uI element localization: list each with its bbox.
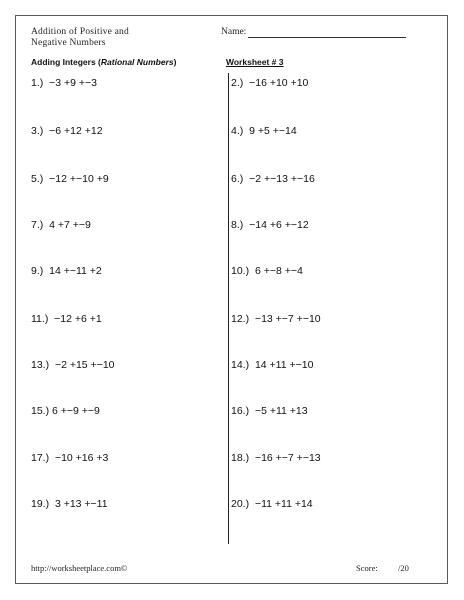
problem-item: 9.) 14 +−11 +2 xyxy=(31,265,102,277)
problem-item: 13.) −2 +15 +−10 xyxy=(31,359,115,371)
problem-item: 16.) −5 +11 +13 xyxy=(231,405,308,417)
problem-item: 5.) −12 +−10 +9 xyxy=(31,173,109,185)
section-subtitle xyxy=(31,57,176,67)
subtitle-italic: Rational Numbers xyxy=(100,57,174,67)
worksheet-number: Worksheet # 3 xyxy=(226,57,284,67)
problem-item: 14.) 14 +11 +−10 xyxy=(231,359,314,371)
problem-item: 8.) −14 +6 +−12 xyxy=(231,219,309,231)
problem-item: 3.) −6 +12 +12 xyxy=(31,125,103,137)
problem-item: 15.) 6 +−9 +−9 xyxy=(31,405,100,417)
footer-url: http://worksheetplace.com© xyxy=(31,563,128,573)
column-divider xyxy=(228,73,229,544)
problem-item: 7.) 4 +7 +−9 xyxy=(31,219,91,231)
subtitle-suffix: ) xyxy=(173,57,177,67)
name-field-line xyxy=(248,37,406,38)
problem-item: 6.) −2 +−13 +−16 xyxy=(231,173,315,185)
problem-item: 19.) 3 +13 +−11 xyxy=(31,498,108,510)
problem-item: 12.) −13 +−7 +−10 xyxy=(231,313,321,325)
title-line-1: Addition of Positive and xyxy=(31,27,129,37)
title-line-2: Negative Numbers xyxy=(31,37,106,48)
problem-item: 11.) −12 +6 +1 xyxy=(31,313,102,325)
problem-item: 1.) −3 +9 +−3 xyxy=(31,77,97,89)
problem-item: 18.) −16 +−7 +−13 xyxy=(231,452,321,464)
score-total: /20 xyxy=(398,563,409,573)
worksheet-title xyxy=(31,27,129,48)
problem-item: 4.) 9 +5 +−14 xyxy=(231,125,297,137)
subtitle-prefix: Adding Integers ( xyxy=(31,57,101,67)
problem-item: 10.) 6 +−8 +−4 xyxy=(231,265,303,277)
problem-item: 2.) −16 +10 +10 xyxy=(231,77,309,89)
score-label: Score: xyxy=(356,563,378,573)
problem-item: 20.) −11 +11 +14 xyxy=(231,498,313,510)
problem-item: 17.) −10 +16 +3 xyxy=(31,452,109,464)
name-label: Name: xyxy=(221,27,247,37)
